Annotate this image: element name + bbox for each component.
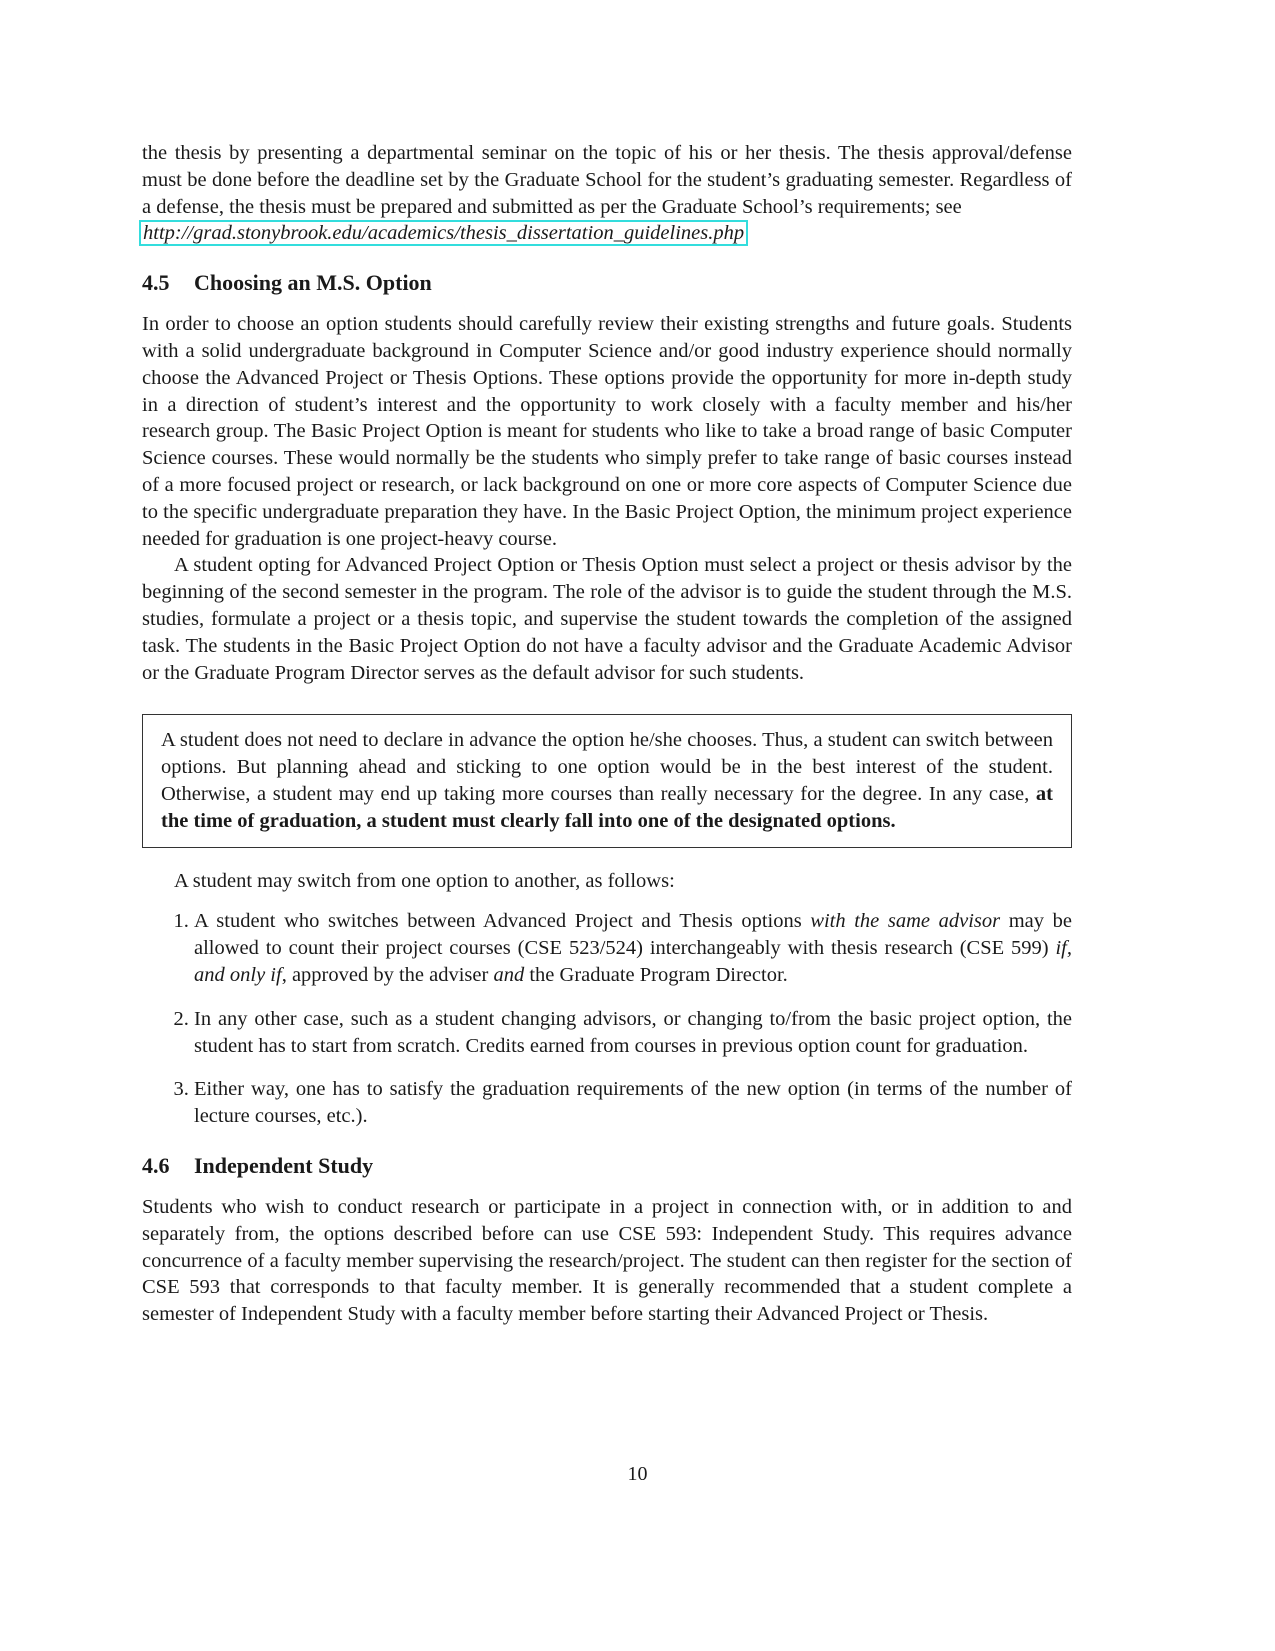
section-number: 4.5 bbox=[142, 270, 170, 296]
thesis-guidelines-link[interactable]: http://grad.stonybrook.edu/academics/thesis_dissertation_guidelines.php bbox=[139, 220, 748, 246]
paragraph: In order to choose an option students should carefully review their existing strengths and future goals. Students with a solid undergraduate background in Computer Science and/or good industry experience should normally choose the Advanced Project or Thesis Options. These options provide the opportunity for more in-depth study in a direction of student’s interest and the opportunity to work closely with a faculty member and his/her research group. The Basic Project Option is meant for students who like to take a broad range of basic Computer Science courses. These would normally be the students who simply prefer to take range of basic courses instead of a more focused project or research, or lack background on one or more core aspects of Computer Science due to the specific undergraduate preparation they have. In the Basic Project Option, the minimum project experience needed for graduation is one project-heavy course. bbox=[142, 313, 1072, 550]
text: A student who switches between Advanced Project and Thesis options bbox=[194, 910, 811, 933]
section-heading-4-5 bbox=[142, 269, 1072, 297]
text: the Graduate Program Director. bbox=[524, 963, 788, 986]
section-number: 4.6 bbox=[142, 1152, 170, 1178]
paragraph: Students who wish to conduct research or participate in a project in connection with, or in addition to and separately from, the options described before can use CSE 593: Independent Study. This requires advance concurrence of a faculty member supervising the research/project. The student can then register for the section of CSE 593 that corresponds to that faculty member. It is generally recommended that a student complete a semester of Independent Study with a faculty member before starting their Advanced Project or Thesis. bbox=[142, 1195, 1072, 1326]
list-item bbox=[194, 908, 1072, 988]
notice-text bbox=[161, 727, 1053, 834]
emphasis: with the same advisor bbox=[810, 910, 1001, 933]
notice-body: A student does not need to declare in advance the option he/she chooses. Thus, a student can switch between options. But planning ahead and sticking to one option would be in the best interest of the student. Otherwise, a student may end up taking more courses than really necessary for the degree. In any case, bbox=[161, 729, 1053, 805]
emphasis: and bbox=[493, 963, 525, 986]
emphasis: if, and only if bbox=[194, 937, 1072, 986]
notice-bold: at the time of graduation, a student must clearly fall into one of the designated options. bbox=[161, 782, 1053, 832]
intro-text: the thesis by presenting a departmental seminar on the topic of his or her thesis. The thesis approval/defense must be done before the deadline set by the Graduate School for the student’s graduating semester. Regardless of a defense, the thesis must be prepared and submitted as per the Graduate School’s requirements; see bbox=[142, 142, 1072, 218]
document-page bbox=[142, 140, 1072, 1328]
notice-box bbox=[142, 714, 1072, 847]
list-item: 2. In any other case, such as a student changing advisors, or changing to/from the basic project option, the student has to start from scratch. Credits earned from courses in previous option count for graduation. bbox=[194, 1006, 1072, 1060]
intro-paragraph bbox=[142, 140, 1072, 247]
page-number: 10 bbox=[627, 1463, 648, 1485]
text: , approved by the adviser bbox=[281, 963, 494, 986]
list-item: 3. Either way, one has to satisfy the graduation requirements of the new option (in terms of the number of lecture courses, etc.). bbox=[194, 1076, 1072, 1130]
switch-intro: A student may switch from one option to another, as follows: bbox=[174, 869, 675, 892]
section-heading-4-6 bbox=[142, 1152, 1072, 1180]
section-title: Choosing an M.S. Option bbox=[194, 270, 432, 296]
section-title: Independent Study bbox=[194, 1152, 374, 1178]
text: may be allowed to count their project courses (CSE 523/524) interchangeably with thesis research (CSE 599) bbox=[194, 910, 1072, 960]
switch-rules-list bbox=[142, 908, 1072, 1130]
paragraph: A student opting for Advanced Project Option or Thesis Option must select a project or thesis advisor by the beginning of the second semester in the program. The role of the advisor is to guide the student through the M.S. studies, formulate a project or a thesis topic, and supervise the student towards the completion of the assigned task. The students in the Basic Project Option do not have a faculty advisor and the Graduate Academic Advisor or the Graduate Program Director serves as the default advisor for such students. bbox=[142, 554, 1072, 684]
